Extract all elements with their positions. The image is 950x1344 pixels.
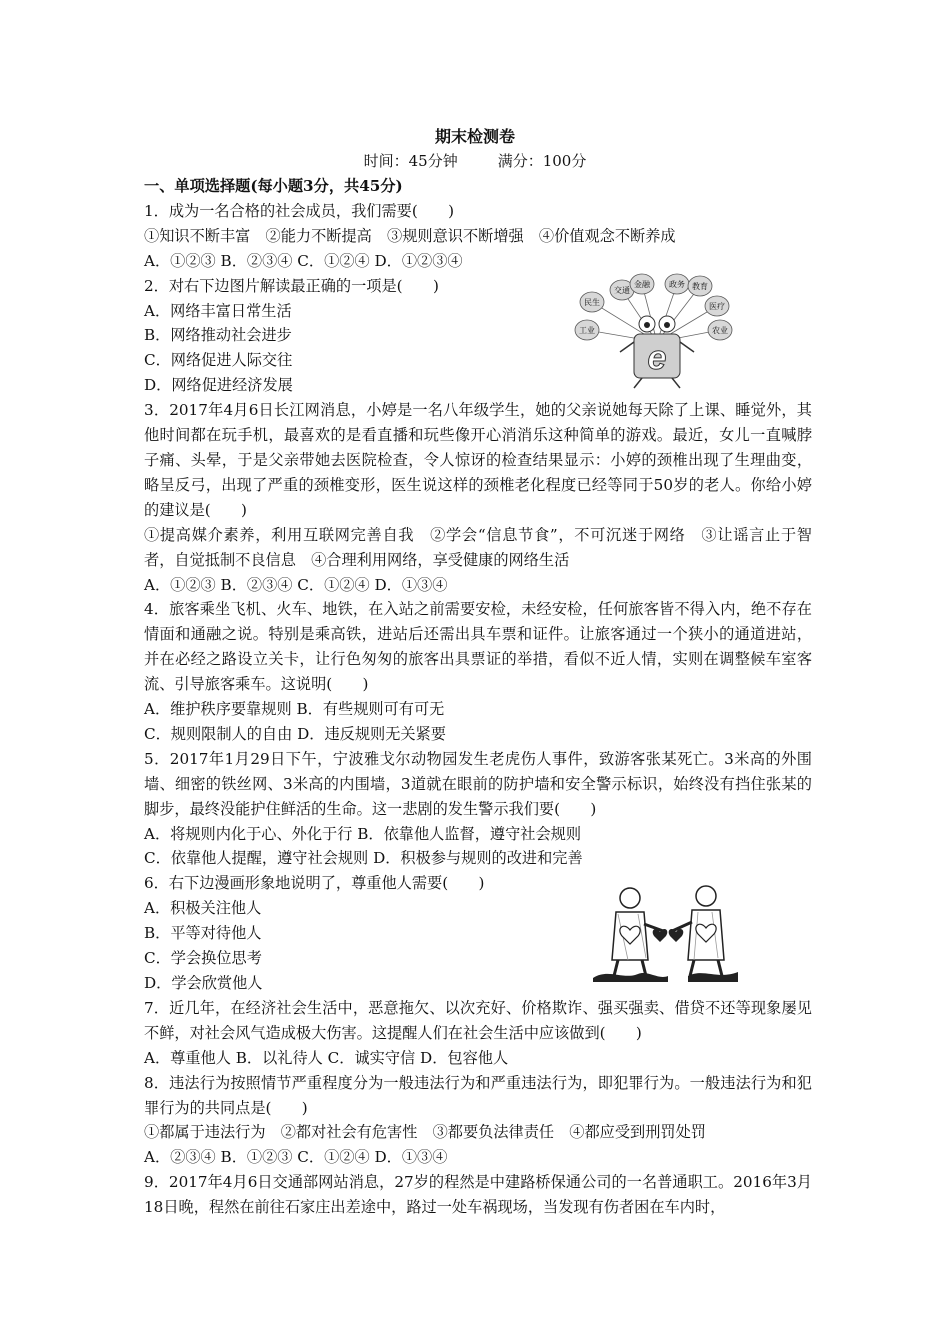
q2-option-d: D．网络促进经济发展 <box>144 376 293 395</box>
balloon-label: 民生 <box>584 298 600 307</box>
q8-answers: A．②③④ B．①②③ C．①②④ D．①③④ <box>144 1148 448 1167</box>
q2-option-a: A．网络丰富日常生活 <box>144 301 292 320</box>
balloon-label: 医疗 <box>709 302 725 311</box>
exam-title: 期末检测卷 <box>434 127 515 146</box>
q6-option-d: D．学会欣赏他人 <box>144 974 263 992</box>
q4-options-ab: A．维护秩序要靠规则 B．有些规则可有可无 <box>144 700 445 719</box>
q3-stem: 3．2017年4月6日长江网消息，小婷是一名八年级学生，她的父亲说她每天除了上课、睡觉外，其他时间都在玩手机，最喜欢的是看直播和玩些像开心消消乐这种简单的游戏。最近，女儿一直喊脖子痛、头晕，于是父亲带她去医院检查，令人惊讶的检查结果显示：小婷的颈椎出现了生理曲变，略呈反弓，出现了严重的颈椎变形，医生说这样的颈椎老化程度已经等同于50岁的老人。你给小婷的建议是( ) <box>144 401 812 519</box>
q3-options: ①提高媒介素养，利用互联网完善自我 ②学会“信息节食”，不可沉迷于网络 ③让谣言止于智者，自觉抵制不良信息 ④合理利用网络，享受健康的网络生活 <box>144 525 812 569</box>
q8-options: ①都属于违法行为 ②都对社会有危害性 ③都要负法律责任 ④都应受到刑罚处罚 <box>144 1123 706 1142</box>
exchanging-hearts-cartoon <box>588 880 748 986</box>
balloon-label: 工业 <box>579 326 595 335</box>
q2-option-c: C．网络促进人际交往 <box>144 351 293 370</box>
q5-stem: 5．2017年1月29日下午，宁波雅戈尔动物园发生老虎伤人事件，致游客张某死亡。3米高的外围墙、细密的铁丝网、3米高的内围墙，3道就在眼前的防护墙和安全警示标识，始终没有挡住张某的脚步，最终没能护住鲜活的生命。这一悲剧的发生警示我们要( ) <box>144 749 812 818</box>
q6-option-c: C．学会换位思考 <box>144 949 262 968</box>
q1-options: ①知识不断丰富 ②能力不断提高 ③规则意识不断增强 ④价值观念不断养成 <box>144 226 676 245</box>
q6-cartoon-figure <box>588 880 748 986</box>
internet-e-icon: e <box>647 339 667 377</box>
q7-answers: A．尊重他人 B．以礼待人 C．诚实守信 D．包容他人 <box>144 1048 509 1067</box>
q6-option-a: A．积极关注他人 <box>144 899 262 918</box>
q8-stem: 8．违法行为按照情节严重程度分为一般违法行为和严重违法行为，即犯罪行为。一般违法行为和犯罪行为的共同点是( ) <box>144 1073 812 1117</box>
q2-network-figure <box>572 272 742 390</box>
balloon-label: 教育 <box>692 282 708 291</box>
q6-option-b: B．平等对待他人 <box>144 924 262 943</box>
q5-options-ab: A．将规则内化于心、外化于行 B．依靠他人监督，遵守社会规则 <box>144 824 582 843</box>
exam-score: 满分：100分 <box>497 152 587 170</box>
q1-stem: 1．成为一名合格的社会成员，我们需要( ) <box>144 201 455 220</box>
q4-stem: 4．旅客乘坐飞机、火车、地铁，在入站之前需要安检，未经安检，任何旅客皆不得入内，绝不存在情面和通融之说。特别是乘高铁，进站后还需出具车票和证件。让旅客通过一个狭小的通道进站，并在必经之路设立关卡，让行色匆匆的旅客出具票证的举措，看似不近人情，实则在调整候车室客流、引导旅客乘车。这说明( ) <box>144 600 812 694</box>
q6-stem: 6．右下边漫画形象地说明了，尊重他人需要( ) <box>144 874 485 893</box>
q2-stem: 2．对右下边图片解读最正确的一项是( ) <box>144 276 439 295</box>
balloon-label: 交通 <box>614 286 630 295</box>
q1-answers: A．①②③ B．②③④ C．①②④ D．①②③④ <box>144 251 463 270</box>
balloon-label: 农业 <box>712 326 728 335</box>
q2-option-b: B．网络推动社会进步 <box>144 326 292 345</box>
q5-options-cd: C．依靠他人提醒，遵守社会规则 D．积极参与规则的改进和完善 <box>144 849 583 868</box>
balloon-label: 金融 <box>634 280 650 289</box>
q3-answers: A．①②③ B．②③④ C．①②④ D．①③④ <box>144 575 448 594</box>
exam-info <box>0 150 950 171</box>
q9-stem: 9．2017年4月6日交通部网站消息，27岁的程然是中建路桥保通公司的一名普通职工。2016年3月18日晚，程然在前往石家庄出差途中，路过一处车祸现场，当发现有伤者困在车内时， <box>144 1173 812 1217</box>
network-balloons-illustration <box>572 272 742 390</box>
q4-options-cd: C．规则限制人的自由 D．违反规则无关紧要 <box>144 724 446 743</box>
exam-time: 时间：45分钟 <box>363 152 458 170</box>
q7-stem: 7．近几年，在经济社会生活中，恶意拖欠、以次充好、价格欺诈、强买强卖、借贷不还等现象屡见不鲜，对社会风气造成极大伤害。这提醒人们在社会生活中应该做到( ) <box>144 998 812 1042</box>
balloon-label: 政务 <box>669 280 685 289</box>
section-title: 一、单项选择题(每小题3分，共45分) <box>144 177 403 195</box>
